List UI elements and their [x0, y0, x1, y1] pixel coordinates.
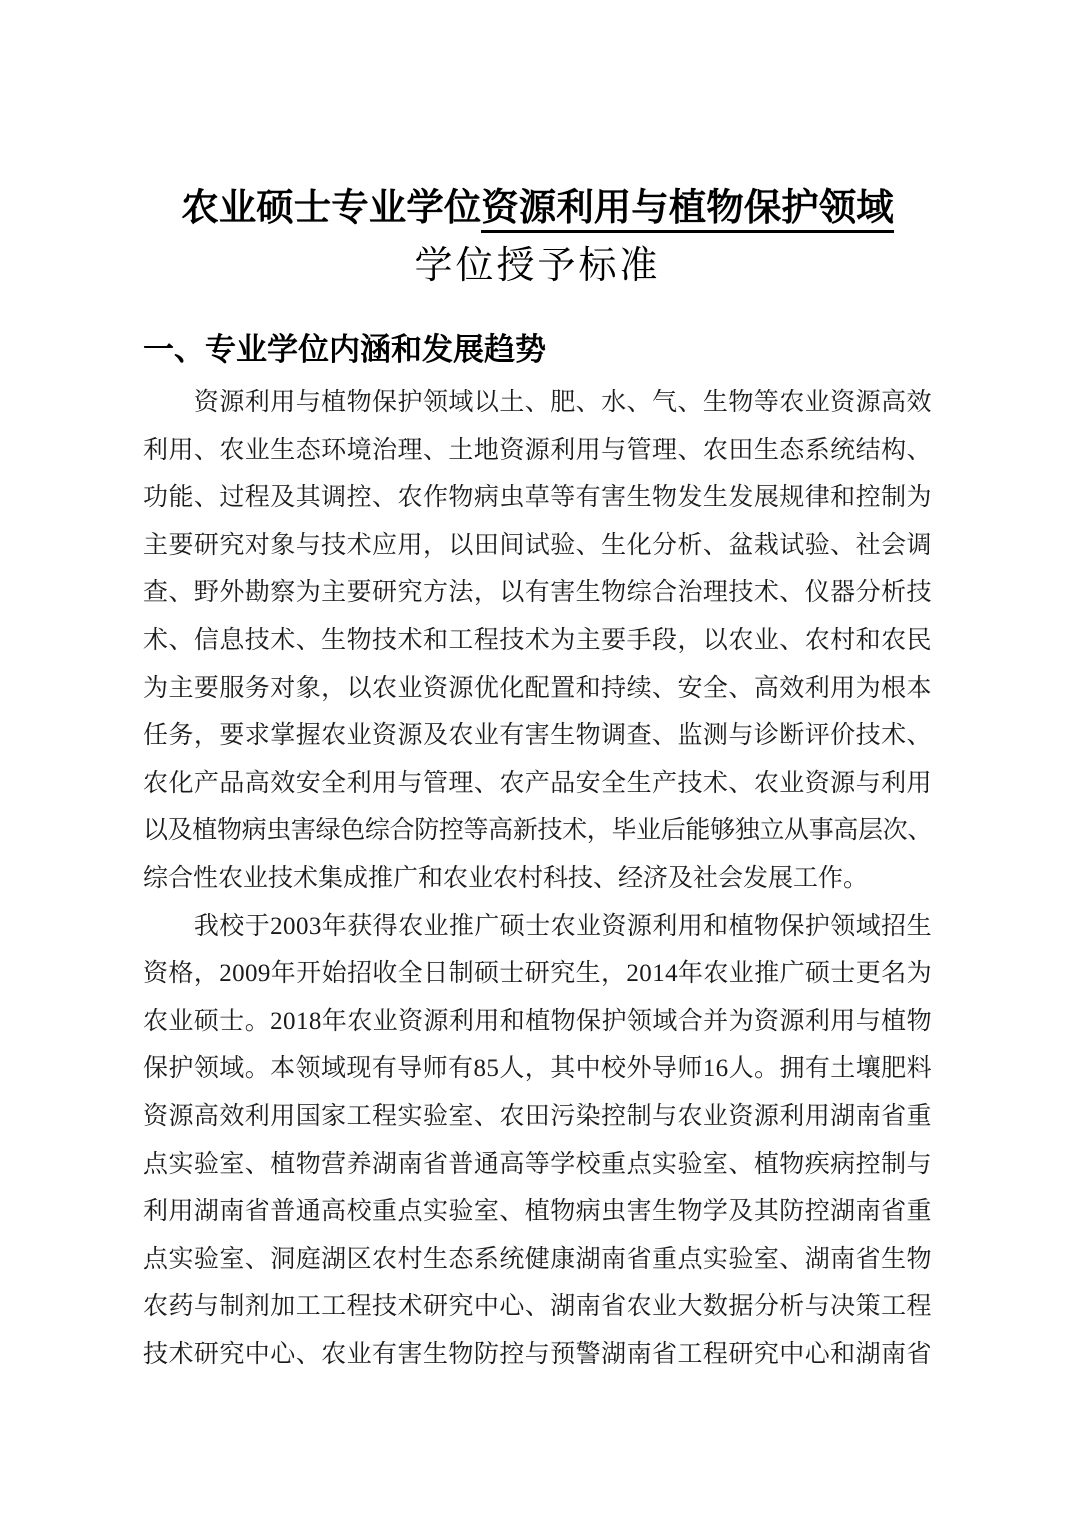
body-text: 为主要服务对象，以农业资源优化配置和持续、安全、高效利用为根本 [143, 674, 932, 702]
body-text: 综合性农业技术集成推广和农业农村科技、经济及社会发展工作。 [143, 864, 869, 892]
body-text-line [143, 1283, 932, 1331]
body-text-line [143, 1188, 932, 1236]
document-body [143, 379, 932, 1378]
body-text: 任务，要求掌握农业资源及农业有害生物调查、监测与诊断评价技术、 [143, 722, 932, 750]
body-text: 利用、农业生态环境治理、土地资源利用与管理、农田生态系统结构、 [143, 436, 932, 464]
body-text-line [143, 1045, 932, 1093]
body-text-line [143, 903, 932, 951]
body-text-line [143, 807, 932, 855]
body-text: 主要研究对象与技术应用，以田间试验、生化分析、盆栽试验、社会调 [143, 531, 932, 559]
body-text: 农化产品高效安全利用与管理、农产品安全生产技术、农业资源与利用 [143, 769, 932, 797]
body-text: 点实验室、植物营养湖南省普通高等学校重点实验室、植物疾病控制与 [143, 1150, 932, 1178]
body-text: 以及植物病虫害绿色综合防控等高新技术，毕业后能够独立从事高层次、 [143, 817, 932, 845]
body-text: 保护领域。本领域现有导师有85人，其中校外导师16人。拥有土壤肥料 [143, 1055, 932, 1083]
body-text-line [143, 474, 932, 522]
body-text: 点实验室、洞庭湖区农村生态系统健康湖南省重点实验室、湖南省生物 [143, 1245, 932, 1273]
body-text: 我校于2003年获得农业推广硕士农业资源利用和植物保护领域招生 [143, 912, 932, 940]
body-text: 农药与制剂加工工程技术研究中心、湖南省农业大数据分析与决策工程 [143, 1293, 932, 1321]
body-text: 资格，2009年开始招收全日制硕士研究生，2014年农业推广硕士更名为 [143, 960, 932, 988]
body-text: 农业硕士。2018年农业资源利用和植物保护领域合并为资源利用与植物 [143, 1007, 932, 1035]
body-text-line [143, 1236, 932, 1284]
body-text-line [143, 998, 932, 1046]
body-text: 术、信息技术、生物技术和工程技术为主要手段，以农业、农村和农民 [143, 626, 932, 654]
body-text-line [143, 760, 932, 808]
body-text: 利用湖南省普通高校重点实验室、植物病虫害生物学及其防控湖南省重 [143, 1198, 932, 1226]
body-text: 查、野外勘察为主要研究方法，以有害生物综合治理技术、仪器分析技 [143, 579, 932, 607]
body-text-line [143, 522, 932, 570]
body-text-line [143, 950, 932, 998]
title-underlined-segment: 资源利用与植物保护领域 [481, 186, 894, 233]
body-text-line [143, 617, 932, 665]
body-text-line [143, 1093, 932, 1141]
body-text-line [143, 665, 932, 713]
document-title-line2: 学位授予标准 [414, 245, 661, 287]
body-text-line [143, 379, 932, 427]
body-text-line [143, 427, 932, 475]
document-title-line1 [143, 181, 932, 233]
body-text-line [143, 712, 932, 760]
body-text: 资源高效利用国家工程实验室、农田污染控制与农业资源利用湖南省重 [143, 1102, 932, 1130]
body-text-line [143, 1331, 932, 1379]
body-text: 技术研究中心、农业有害生物防控与预警湖南省工程研究中心和湖南省 [143, 1340, 932, 1368]
title-plain-segment: 农业硕士专业学位 [181, 186, 482, 228]
body-text-line [143, 855, 932, 903]
section-heading: 一、专业学位内涵和发展趋势 [143, 332, 546, 367]
body-text: 资源利用与植物保护领域以土、肥、水、气、生物等农业资源高效 [143, 389, 932, 416]
body-text-line [143, 569, 932, 617]
body-text-line [143, 1141, 932, 1189]
body-text: 功能、过程及其调控、农作物病虫草等有害生物发生发展规律和控制为 [143, 484, 932, 512]
